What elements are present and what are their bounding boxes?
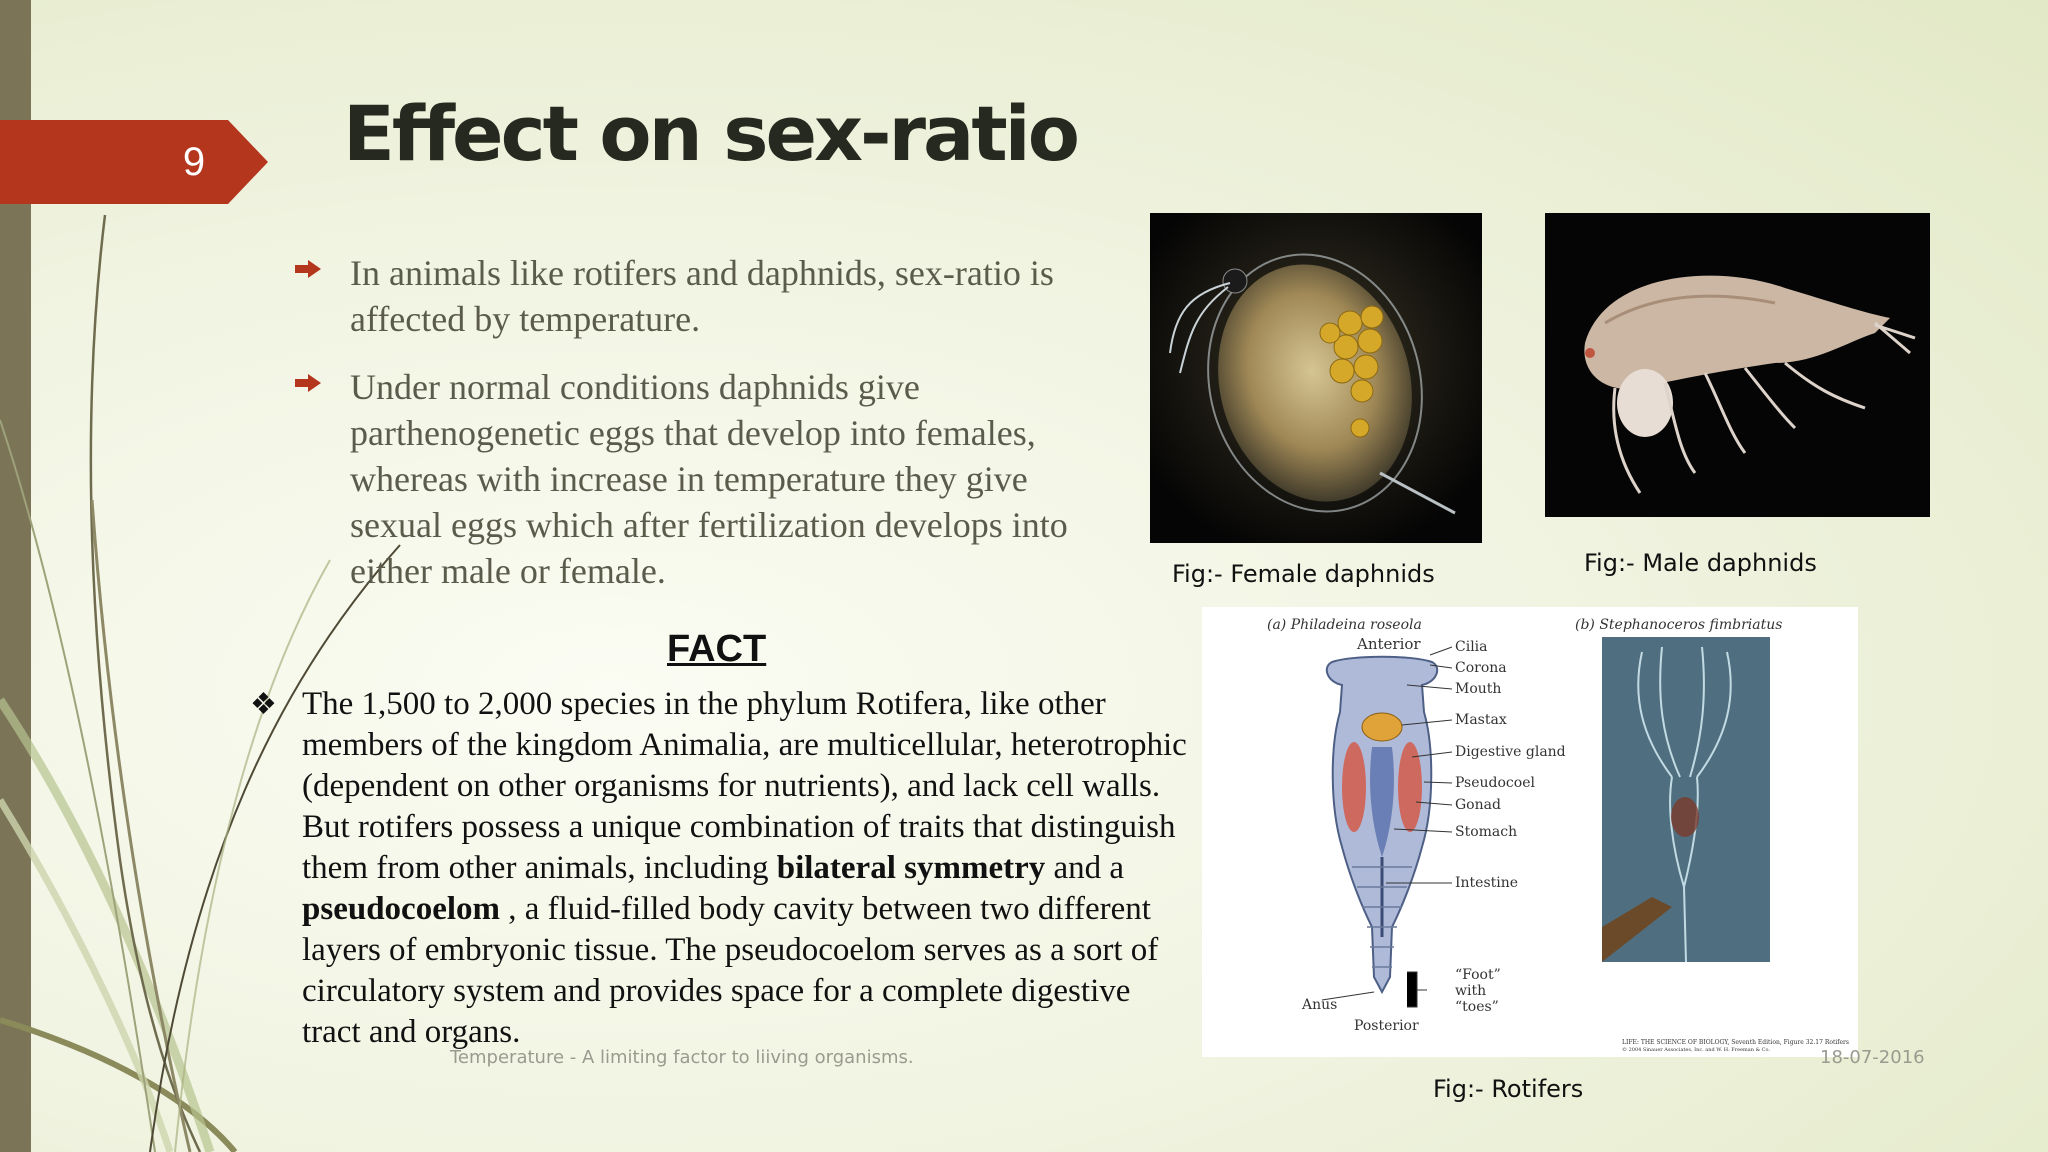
fact-text-part: The 1,500 to 2,000 species in the phylum Rotifera, like other members of the kingdom Animalia, are multicellular, heterotrophic (dependent on other organisms for nutrients), and lack cell walls. But rotifers possess a unique combination of traits that distinguish them from other animals, including — [302, 686, 1187, 886]
rotifer-diagram — [1202, 607, 1858, 1057]
fact-text-part: , a fluid-filled body cavity between two different layers of embryonic tissue. The pseudocoelom serves as a sort of circulatory system and provides space for a complete digestive tract and organs. — [302, 891, 1159, 1050]
footer-date: 18-07-2016 — [1820, 1047, 1925, 1068]
male-daphnid-photo — [1545, 213, 1930, 517]
part-label: Pseudocoel — [1455, 775, 1535, 791]
bullet-list — [295, 250, 1115, 616]
slide-number: 9 — [182, 140, 206, 184]
part-label: Intestine — [1455, 875, 1519, 891]
footer-text: Temperature - A limiting factor to liiving organisms. — [450, 1047, 914, 1068]
foot-label: with — [1455, 983, 1487, 999]
anus-label: Anus — [1302, 997, 1338, 1013]
part-label: Mouth — [1455, 681, 1502, 697]
slide-title: Effect on sex-ratio — [343, 89, 1077, 178]
fact-bold-term: bilateral symmetry — [776, 850, 1046, 886]
rotifers-caption: Fig:- Rotifers — [1433, 1075, 1584, 1103]
female-daphnids-caption: Fig:- Female daphnids — [1172, 560, 1435, 588]
male-daphnids-caption: Fig:- Male daphnids — [1584, 549, 1817, 577]
part-label: Stomach — [1455, 824, 1518, 840]
bullet-item — [295, 250, 1115, 342]
foot-label: “Foot” — [1455, 967, 1501, 983]
fact-text-part: and a — [1045, 850, 1125, 886]
arrow-bullet-icon — [295, 260, 321, 278]
stephanoceros-photo — [1602, 637, 1770, 962]
fact-heading: FACT — [667, 628, 767, 670]
diamond-bullet-icon: ❖ — [250, 688, 277, 721]
diagram-label-b: (b) Stephanoceros fimbriatus — [1575, 617, 1783, 633]
fact-text — [302, 684, 1192, 1053]
part-label: Gonad — [1455, 797, 1501, 813]
diagram-credit: LIFE: THE SCIENCE OF BIOLOGY, Seventh Edition, Figure 32.17 Rotifers — [1622, 1039, 1849, 1046]
posterior-label: Posterior — [1354, 1018, 1419, 1034]
part-label: Corona — [1455, 660, 1507, 676]
rotifer-body-drawing — [1327, 657, 1437, 992]
bullet-item — [295, 364, 1115, 594]
part-label: Digestive gland — [1455, 744, 1566, 760]
bullet-text: In animals like rotifers and daphnids, sex-ratio is affected by temperature. — [350, 253, 1054, 339]
diagram-credit: © 2004 Sinauer Associates, Inc. and W. H. Freeman & Co. — [1622, 1047, 1770, 1053]
female-daphnid-photo — [1150, 213, 1482, 543]
bullet-text: Under normal conditions daphnids give parthenogenetic eggs that develop into females, whereas with increase in temperature they give sexual eggs which after fertilization develops into either male or female. — [350, 367, 1068, 591]
diagram-anterior-label: Anterior — [1357, 635, 1421, 653]
part-label: Mastax — [1455, 712, 1507, 728]
foot-label: “toes” — [1455, 999, 1499, 1015]
fact-bold-term: pseudocoelom — [302, 891, 500, 927]
part-label: Cilia — [1455, 639, 1488, 655]
diagram-label-a: (a) Philadeina roseola — [1267, 617, 1422, 633]
arrow-bullet-icon — [295, 374, 321, 392]
